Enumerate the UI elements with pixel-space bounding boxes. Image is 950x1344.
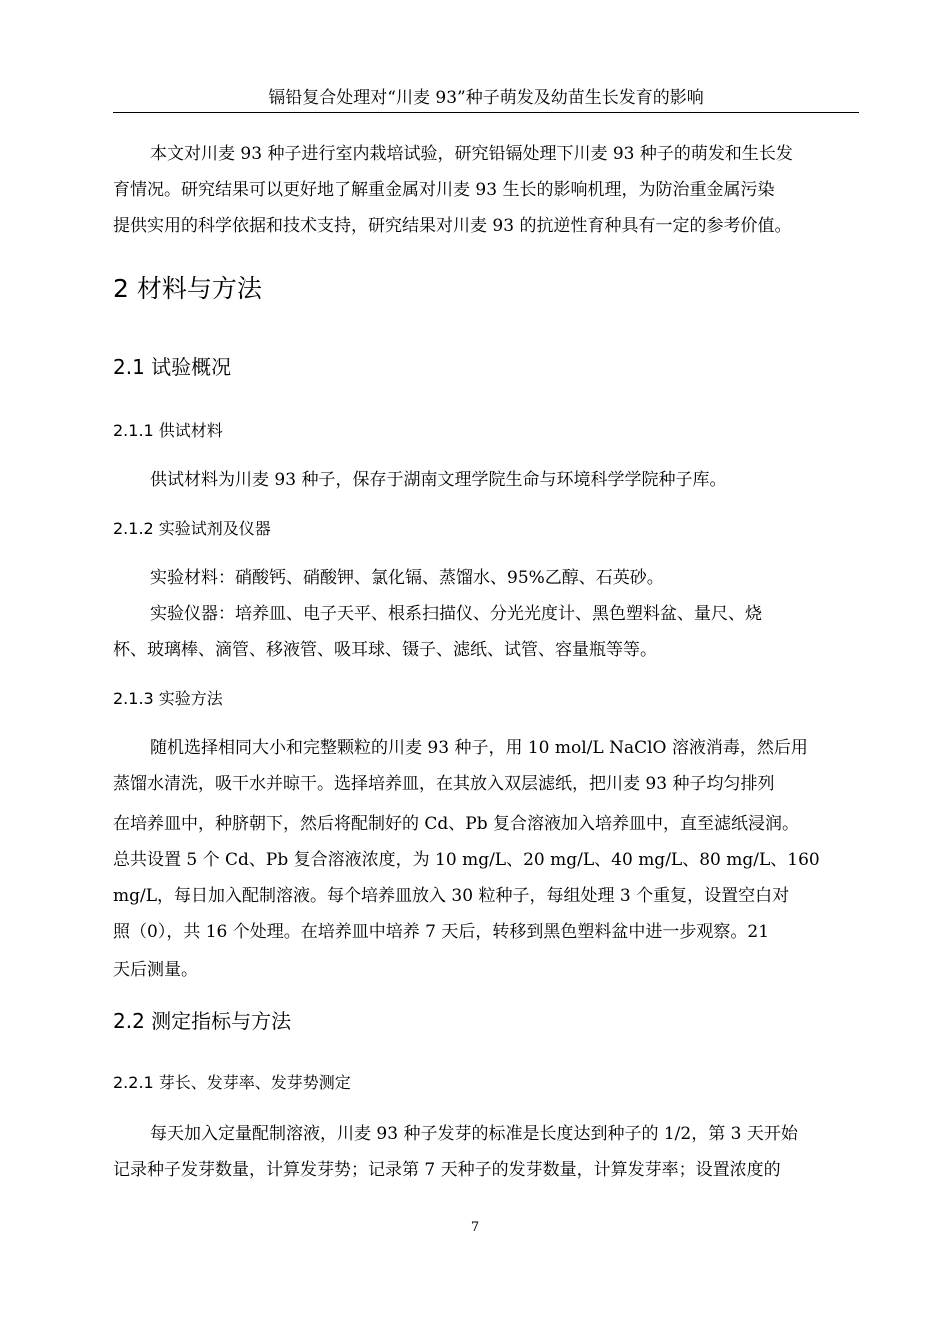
intro-line-1: 本文对川麦 93 种子进行室内栽培试验，研究铅镉处理下川麦 93 种子的萌发和生长发 bbox=[150, 144, 793, 164]
germination-line-2: 记录种子发芽数量，计算发芽势；记录第 7 天种子的发芽数量，计算发芽率；设置浓度的 bbox=[113, 1160, 781, 1180]
section-heading-2-1-1: 2.1.1 供试材料 bbox=[113, 421, 223, 440]
instruments-line-2: 杯、玻璃棒、滴管、移液管、吸耳球、镊子、滤纸、试管、容量瓶等等。 bbox=[113, 640, 657, 660]
section-heading-2-1-2: 2.1.2 实验试剂及仪器 bbox=[113, 519, 271, 538]
section-heading-2: 2 材料与方法 bbox=[113, 274, 262, 303]
running-header: 镉铅复合处理对“川麦 93”种子萌发及幼苗生长发育的影响 bbox=[113, 84, 859, 113]
section-heading-2-1-3: 2.1.3 实验方法 bbox=[113, 689, 223, 708]
reagents-line: 实验材料：硝酸钙、硝酸钾、氯化镉、蒸馏水、95%乙醇、石英砂。 bbox=[150, 568, 664, 588]
method-line-2: 蒸馏水清洗，吸干水并晾干。选择培养皿，在其放入双层滤纸，把川麦 93 种子均匀排列 bbox=[113, 774, 775, 794]
germination-line-1: 每天加入定量配制溶液，川麦 93 种子发芽的标准是长度达到种子的 1/2，第 3 天开始 bbox=[150, 1124, 798, 1144]
method-line-7: 天后测量。 bbox=[113, 960, 198, 980]
method-line-6: 照（0），共 16 个处理。在培养皿中培养 7 天后，转移到黑色塑料盆中进一步观察。21 bbox=[113, 922, 770, 942]
instruments-line-1: 实验仪器：培养皿、电子天平、根系扫描仪、分光光度计、黑色塑料盆、量尺、烧 bbox=[150, 604, 762, 624]
method-line-3: 在培养皿中，种脐朝下，然后将配制好的 Cd、Pb 复合溶液加入培养皿中，直至滤纸浸润。 bbox=[113, 814, 800, 834]
intro-line-3: 提供实用的科学依据和技术支持，研究结果对川麦 93 的抗逆性育种具有一定的参考价值。 bbox=[113, 216, 792, 236]
intro-line-2: 育情况。研究结果可以更好地了解重金属对川麦 93 生长的影响机理，为防治重金属污染 bbox=[113, 180, 775, 200]
page-number: 7 bbox=[470, 1220, 480, 1235]
section-heading-2-1: 2.1 试验概况 bbox=[113, 355, 232, 379]
materials-source-line: 供试材料为川麦 93 种子，保存于湖南文理学院生命与环境科学学院种子库。 bbox=[150, 470, 727, 490]
method-line-5: mg/L，每日加入配制溶液。每个培养皿放入 30 粒种子，每组处理 3 个重复，设置空白对 bbox=[113, 886, 790, 906]
method-line-4: 总共设置 5 个 Cd、Pb 复合溶液浓度，为 10 mg/L、20 mg/L、40 mg/L、80 mg/L、160 bbox=[113, 850, 820, 870]
section-heading-2-2: 2.2 测定指标与方法 bbox=[113, 1009, 292, 1033]
method-line-1: 随机选择相同大小和完整颗粒的川麦 93 种子，用 10 mol/L NaClO 溶液消毒，然后用 bbox=[150, 738, 808, 758]
section-heading-2-2-1: 2.2.1 芽长、发芽率、发芽势测定 bbox=[113, 1073, 351, 1092]
